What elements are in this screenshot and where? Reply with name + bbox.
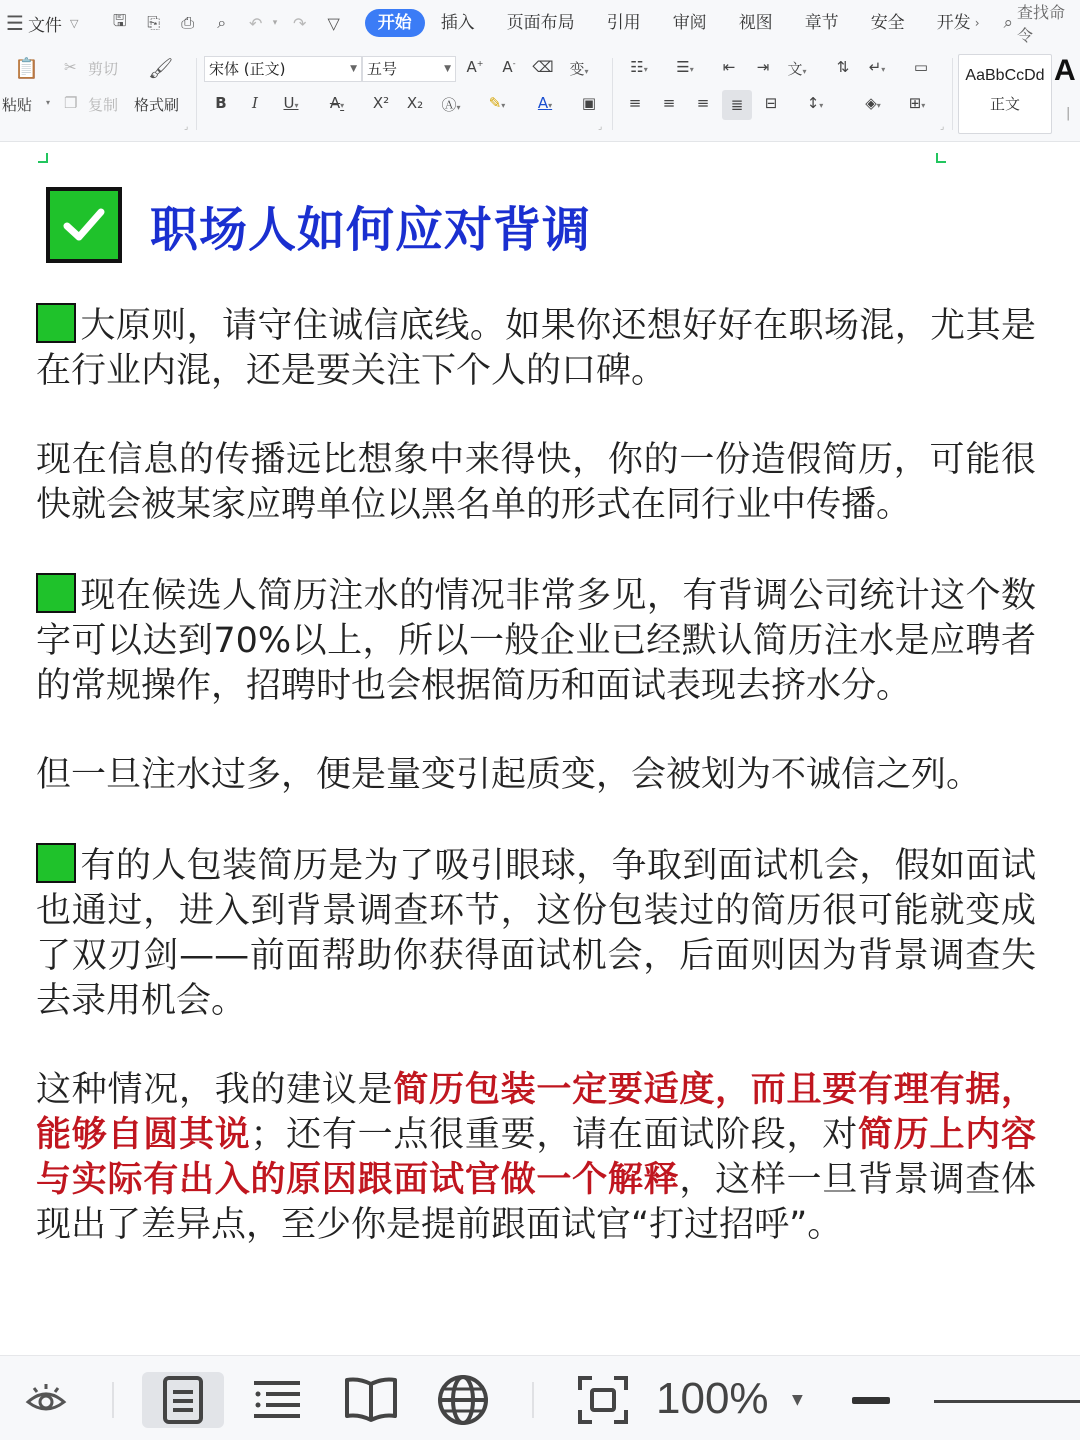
tab-security[interactable]: 安全 [870, 13, 905, 33]
font-size-select[interactable] [362, 56, 456, 82]
grow-font-icon[interactable]: A+ [466, 58, 484, 76]
superscript-icon[interactable]: X² [372, 94, 390, 112]
font-expand-icon[interactable]: ⌟ [598, 122, 603, 132]
character-border-icon[interactable]: ▣ [581, 94, 597, 112]
separator [196, 58, 197, 130]
chevron-down-icon: ▼ [350, 64, 357, 74]
highlighted-text: 简历上内容与实际有出入的原因跟面试官做一个解释 [36, 1115, 1036, 1200]
quick-access-toolbar [103, 10, 351, 37]
separator [612, 58, 613, 130]
shrink-font-icon[interactable]: A- [502, 58, 516, 76]
chevron-down-icon: ▼ [444, 64, 451, 74]
align-center-icon[interactable]: ≡ [662, 94, 676, 112]
tab-page-layout[interactable]: 页面布局 [506, 13, 575, 33]
style-sample: AaBbCcDd [965, 67, 1045, 84]
more-tabs-arrow-icon[interactable]: › [974, 16, 980, 30]
borders-icon[interactable]: ⊞▾ [908, 94, 926, 112]
decrease-indent-icon[interactable]: ⇤ [722, 58, 736, 76]
ruler-icon[interactable]: ▭ [913, 58, 929, 76]
justify-icon[interactable]: ≣ [722, 90, 752, 120]
print-icon[interactable]: ⎙ [181, 13, 195, 32]
find-command-label: 查找命令 [1017, 3, 1066, 45]
paragraph-6 [36, 1068, 1036, 1248]
web-layout-icon[interactable] [430, 1372, 496, 1428]
tab-developer[interactable]: 开发 [936, 13, 971, 33]
export-icon[interactable]: ⎘ [147, 13, 161, 32]
font-name-value: 宋体 (正文) [209, 60, 286, 78]
save-icon[interactable]: 🖫 [112, 10, 127, 30]
font-name-select[interactable] [204, 56, 362, 82]
cut-button[interactable]: 剪切 [88, 60, 119, 78]
paragraph-text: 现在信息的传播远比想象中来得快，你的一份造假简历，可能很快就会被某家应聘单位以黑名单的形式在同行业中传播。 [36, 440, 1036, 525]
phonetic-guide-icon[interactable]: 变▾ [569, 60, 589, 78]
undo-icon[interactable]: ↶ [248, 13, 263, 33]
numbered-list-icon[interactable]: ☰▾ [676, 58, 694, 76]
margin-marker-right [936, 153, 946, 163]
redo-icon[interactable]: ↷ [292, 13, 307, 33]
subscript-icon[interactable]: X₂ [406, 94, 424, 112]
align-right-icon[interactable]: ≡ [696, 94, 710, 112]
menu-bar [0, 0, 1080, 46]
separator [532, 1382, 534, 1418]
underline-icon[interactable]: U▾ [283, 94, 299, 112]
status-bar [0, 1355, 1080, 1440]
italic-icon[interactable]: I [252, 94, 258, 112]
paste-dropdown-icon[interactable]: ▾ [46, 98, 51, 107]
eye-protection-icon[interactable] [18, 1372, 74, 1428]
style-heading-label: | [1066, 106, 1071, 121]
increase-indent-icon[interactable]: ⇥ [756, 58, 770, 76]
green-square-icon [36, 303, 76, 343]
tab-references[interactable]: 引用 [606, 13, 641, 33]
chevron-down-icon: ▽ [69, 16, 79, 30]
line-spacing-icon[interactable]: ↕▾ [806, 94, 824, 112]
font-color-icon[interactable]: A▾ [537, 94, 553, 112]
zoom-dropdown-icon[interactable]: ▼ [792, 1392, 803, 1408]
paragraph-text: ；还有一点很重要，请在面试阶段，对 [250, 1115, 859, 1155]
tab-insert[interactable]: 插入 [440, 13, 475, 33]
format-painter-button[interactable]: 格式刷 [134, 96, 180, 114]
tab-view[interactable]: 视图 [738, 13, 773, 33]
zoom-slider[interactable] [934, 1400, 1080, 1403]
green-square-icon [36, 573, 76, 613]
document-heading [46, 187, 591, 263]
highlighted-text: 简历包装一定要适度，而且要有理有据，能够自圆其说 [36, 1070, 1036, 1155]
style-name: 正文 [989, 95, 1020, 113]
paragraph-expand-icon[interactable]: ⌟ [940, 122, 945, 132]
style-heading-preview[interactable]: A [1054, 54, 1076, 87]
font-size-value: 五号 [367, 60, 398, 78]
distributed-icon[interactable]: ⊟ [764, 94, 778, 112]
paragraph-marks-icon[interactable]: ↵▾ [868, 58, 886, 76]
bullet-list-icon[interactable]: ☷▾ [630, 58, 648, 76]
customize-toolbar-icon[interactable]: ▽ [327, 13, 340, 33]
paragraph-text: ，这样一旦背景调查体现出了差异点，至少你是提前跟面试官“打过招呼”。 [36, 1160, 1036, 1245]
ribbon-tabs [365, 9, 990, 37]
checkmark-icon [46, 187, 122, 263]
copy-button[interactable]: 复制 [88, 96, 119, 114]
shading-icon[interactable]: ◈▾ [865, 94, 881, 112]
paragraph-text: 这种情况，我的建议是 [36, 1070, 394, 1110]
tab-review[interactable]: 审阅 [672, 13, 707, 33]
paste-button[interactable]: 粘贴 [2, 96, 33, 114]
paragraph-text: 大原则，请守住诚信底线。如果你还想好好在职场混，尤其是在行业内混，还是要关注下个人的口碑。 [36, 306, 1036, 391]
margin-marker-left [38, 153, 48, 163]
separator [112, 1382, 114, 1418]
outline-view-icon[interactable] [244, 1372, 310, 1428]
file-menu-label: 文件 [27, 15, 62, 36]
zoom-out-icon[interactable] [852, 1397, 890, 1404]
chinese-layout-icon[interactable]: 文▾ [787, 60, 807, 78]
strikethrough-icon[interactable]: A▾ [329, 94, 345, 112]
paragraph-5 [36, 843, 1036, 1024]
page-view-icon[interactable] [142, 1372, 224, 1428]
undo-dropdown-icon[interactable]: ▾ [272, 18, 278, 28]
paragraph-1 [36, 303, 1036, 394]
tab-home[interactable]: 开始 [365, 9, 425, 37]
paragraph-2 [36, 438, 1036, 528]
separator [952, 58, 953, 130]
document-page[interactable] [0, 143, 1080, 1355]
bold-icon[interactable]: B [215, 94, 227, 112]
page-title: 职场人如何应对背调 [150, 201, 592, 258]
search-icon: ⌕ [1003, 13, 1014, 33]
style-normal[interactable] [958, 54, 1052, 134]
clipboard-expand-icon[interactable]: ⌟ [184, 122, 189, 132]
highlight-icon[interactable]: ✎▾ [488, 94, 506, 112]
paragraph-4 [36, 753, 1036, 798]
format-painter-icon[interactable]: 🖌 [148, 56, 174, 80]
reading-mode-icon[interactable] [338, 1372, 404, 1428]
clear-format-icon[interactable]: ⌫ [532, 58, 554, 76]
ribbon-toolbar [0, 46, 1080, 142]
zoom-level[interactable]: 100% [656, 1374, 769, 1423]
sort-icon[interactable]: ⇅ [836, 58, 850, 76]
paste-icon[interactable]: 📋 [14, 56, 39, 80]
paragraph-text: 有的人包装简历是为了吸引眼球，争取到面试机会，假如面试也通过，进入到背景调查环节，这份包装过的简历很可能就变成了双刃剑——前面帮助你获得面试机会，后面则因为背景调查失去录用机会。 [36, 846, 1036, 1021]
align-left-icon[interactable]: ≡ [628, 94, 642, 112]
paragraph-text: 但一旦注水过多，便是量变引起质变，会被划为不诚信之列。 [36, 755, 982, 795]
print-preview-icon[interactable]: ⌕ [217, 13, 227, 32]
full-screen-icon[interactable] [570, 1372, 636, 1428]
copy-icon: ❐ [64, 94, 78, 112]
green-square-icon [36, 843, 76, 883]
hamburger-icon: ☰ [6, 11, 24, 35]
tab-sections[interactable]: 章节 [804, 13, 839, 33]
cut-icon: ✂ [64, 58, 77, 76]
text-effect-icon[interactable]: Ⓐ▾ [441, 96, 461, 114]
find-command[interactable] [1004, 0, 1080, 46]
paragraph-3 [36, 573, 1036, 709]
file-menu[interactable] [0, 11, 103, 36]
paragraph-text: 现在候选人简历注水的情况非常多见，有背调公司统计这个数字可以达到70%以上，所以一般企业已经默认简历注水是应聘者的常规操作，招聘时也会根据简历和面试表现去挤水分。 [36, 576, 1036, 706]
